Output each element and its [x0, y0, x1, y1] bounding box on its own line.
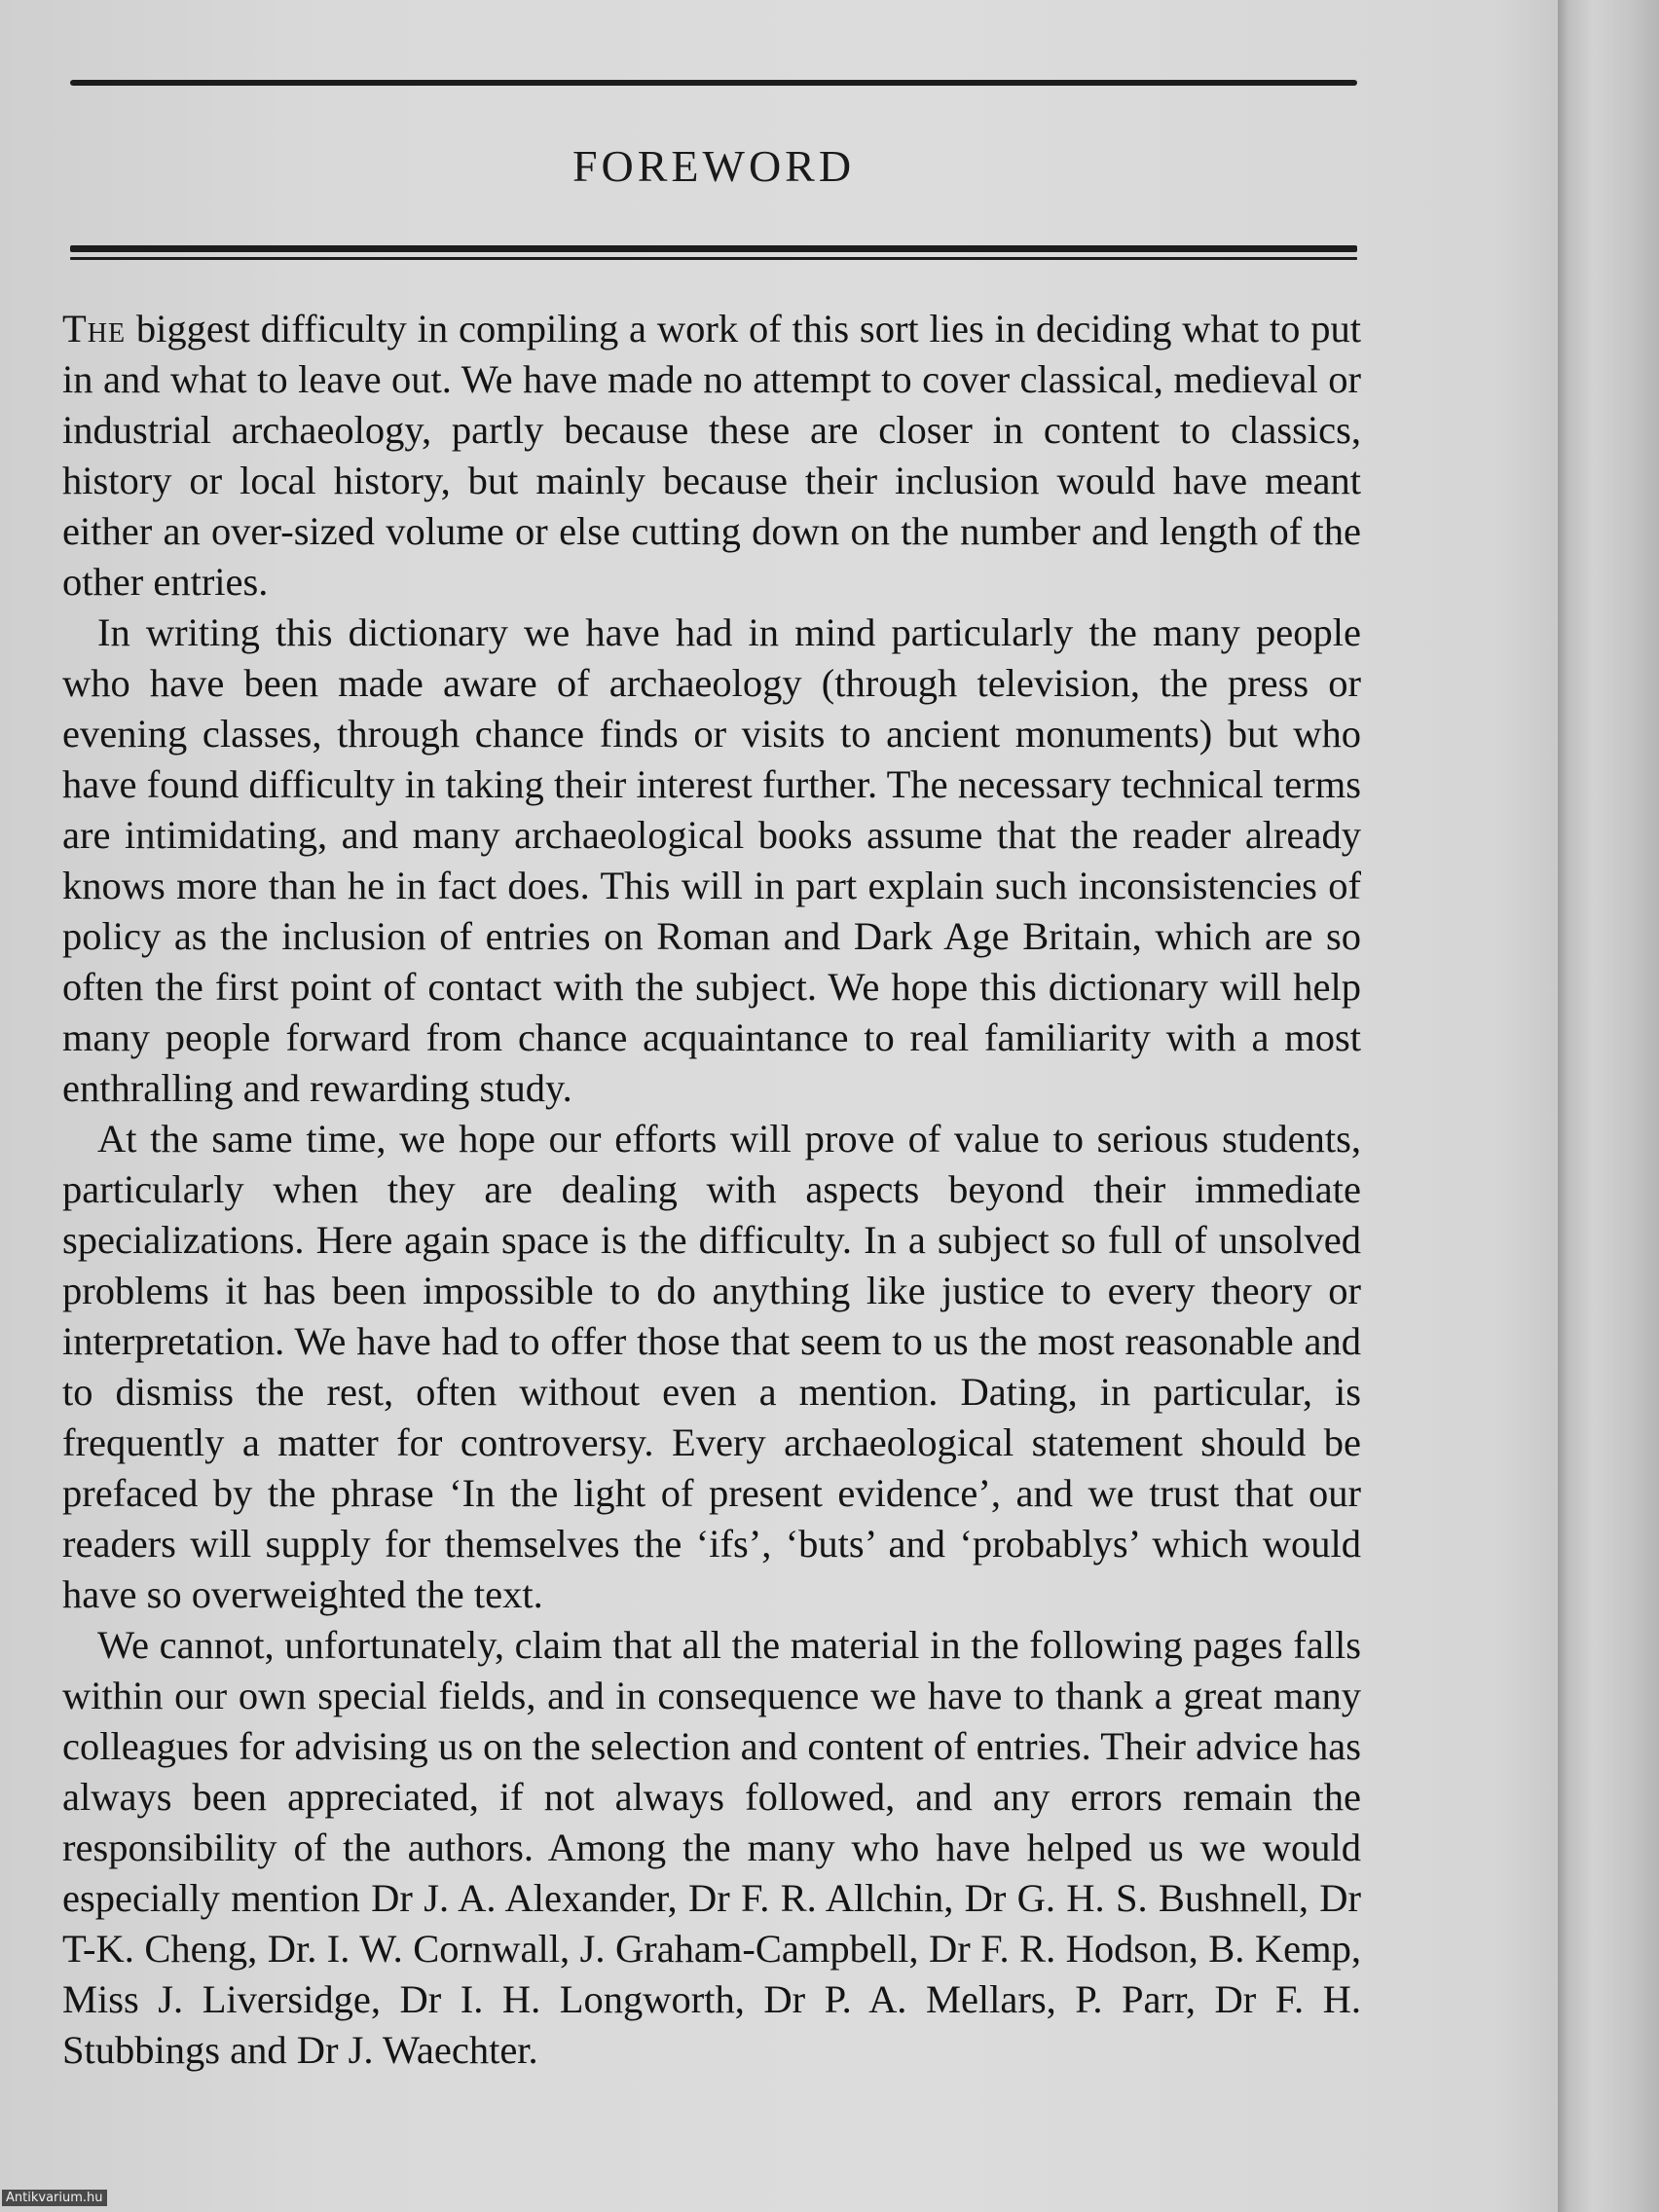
paragraph-4: We cannot, unfortunately, claim that all the material in the following pages falls within our own special fields, and in consequence we have to thank a great many colleagues for advising us on the selection and content of entries. Their advice has always been appreciated, if not always followed, and any errors remain the responsibility of the authors. Among the many who have helped us we would especially mention Dr J. A. Alexander, Dr F. R. Allchin, Dr G. H. S. Bushnell, Dr T-K. Cheng, Dr. I. W. Cornwall, J. Graham-Campbell, Dr F. R. Hodson, B. Kemp, Miss J. Liversidge, Dr I. H. Longworth, Dr P. A. Mellars, P. Parr, Dr F. H. Stubbings and Dr J. Waechter. — [62, 1623, 1361, 2072]
title-rule-thick — [70, 245, 1357, 252]
paragraph-1-text: biggest difficulty in compiling a work of this sort lies in deciding what to put in and what to leave out. We have made no attempt to cover classical, medieval or industrial archaeology, partly because these are closer in content to classics, history or local history, but mainly because their inclusion would have meant either an over-sized volume or else cutting down on the number and length of the other entries. — [62, 307, 1361, 604]
page-edge-shadow — [1558, 0, 1659, 2212]
paragraph-3: At the same time, we hope our efforts will prove of value to serious students, particularly when they are dealing with aspects beyond their immediate specializations. Here again space is the difficulty. In a subject so full of unsolved problems it has been impossible to do anything like justice to every theory or interpretation. We have had to offer those that seem to us the most reasonable and to dismiss the rest, often without even a mention. Dating, in particular, is frequently a matter for controversy. Every archaeological statement should be prefaced by the phrase ‘In the light of present evidence’, and we trust that our readers will supply for themselves the ‘ifs’, ‘buts’ and ‘probablys’ which would have so overweighted the text. — [62, 1117, 1361, 1616]
foreword-body — [62, 304, 1361, 2076]
top-rule — [70, 80, 1357, 86]
paragraph-1 — [62, 304, 1361, 608]
watermark-label: Antikvarium.hu — [2, 2190, 107, 2206]
title-rule-thin — [70, 257, 1357, 260]
page-title: FOREWORD — [571, 141, 856, 191]
paragraph-1-lead: The — [62, 307, 127, 350]
paragraph-2: In writing this dictionary we have had in mind particularly the many people who have been made aware of archaeology (through television, the press or evening classes, through chance finds or visits to ancient monuments) but who have found difficulty in taking their interest further. The necessary technical terms are intimidating, and many archaeological books assume that the reader already knows more than he in fact does. This will in part explain such inconsistencies of policy as the inclusion of entries on Roman and Dark Age Britain, which are so often the first point of contact with the subject. We hope this dictionary will help many people forward from chance acquaintance to real familiarity with a most enthralling and rewarding study. — [62, 610, 1361, 1110]
